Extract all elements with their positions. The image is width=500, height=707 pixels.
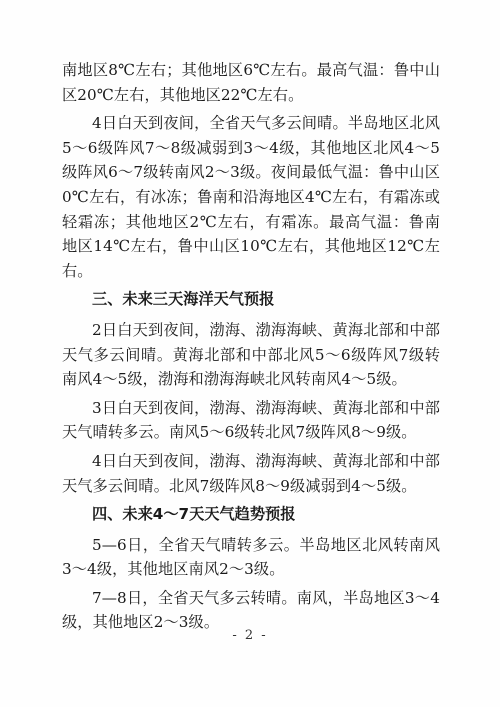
- page-number: - 2 -: [232, 628, 268, 643]
- paragraph-marine-day-3: 3日白天到夜间，渤海、渤海海峡、黄海北部和中部天气晴转多云。南风5～6级转北风7级阵风8～9级。: [62, 398, 440, 442]
- paragraph-trend-5-6: 5—6日，全省天气晴转多云。半岛地区北风转南风3～4级，其他地区南风2～3级。: [62, 535, 440, 579]
- paragraph-marine-day-2: 2日白天到夜间，渤海、渤海海峡、黄海北部和中部天气多云间晴。黄海北部和中部北风5～6级阵风7级转南风4～5级，渤海和渤海海峡北风转南风4～5级。: [62, 320, 440, 389]
- paragraph-temperature-continued: 南地区8℃左右；其他地区6℃左右。最高气温：鲁中山区20℃左右，其他地区22℃左右。: [62, 61, 440, 104]
- paragraph-trend-7-8: 7—8日，全省天气多云转晴。南风，半岛地区3～4级，其他地区2～3级。: [62, 588, 440, 632]
- paragraph-marine-day-4: 4日白天到夜间，渤海、渤海海峡、黄海北部和中部天气多云间晴。北风7级阵风8～9级减弱到4～5级。: [62, 451, 440, 495]
- paragraph-day-4-land: 4日白天到夜间，全省天气多云间晴。半岛地区北风5～6级阵风7～8级减弱到3～4级，其他地区北风4～5级阵风6～7级转南风2～3级。夜间最低气温：鲁中山区0℃左右，有冰冻；鲁南和沿海地区4℃左右，有霜冻或轻霜冻；其他地区2℃左右，有霜冻。最高气温：鲁南地区14℃左右，鲁中山区10℃左右，其他地区12℃左右。: [62, 114, 440, 280]
- document-body: [62, 58, 440, 639]
- heading-marine-forecast: 三、未来三天海洋天气预报: [92, 290, 275, 309]
- heading-trend-forecast: 四、未来4～7天天气趋势预报: [92, 505, 296, 524]
